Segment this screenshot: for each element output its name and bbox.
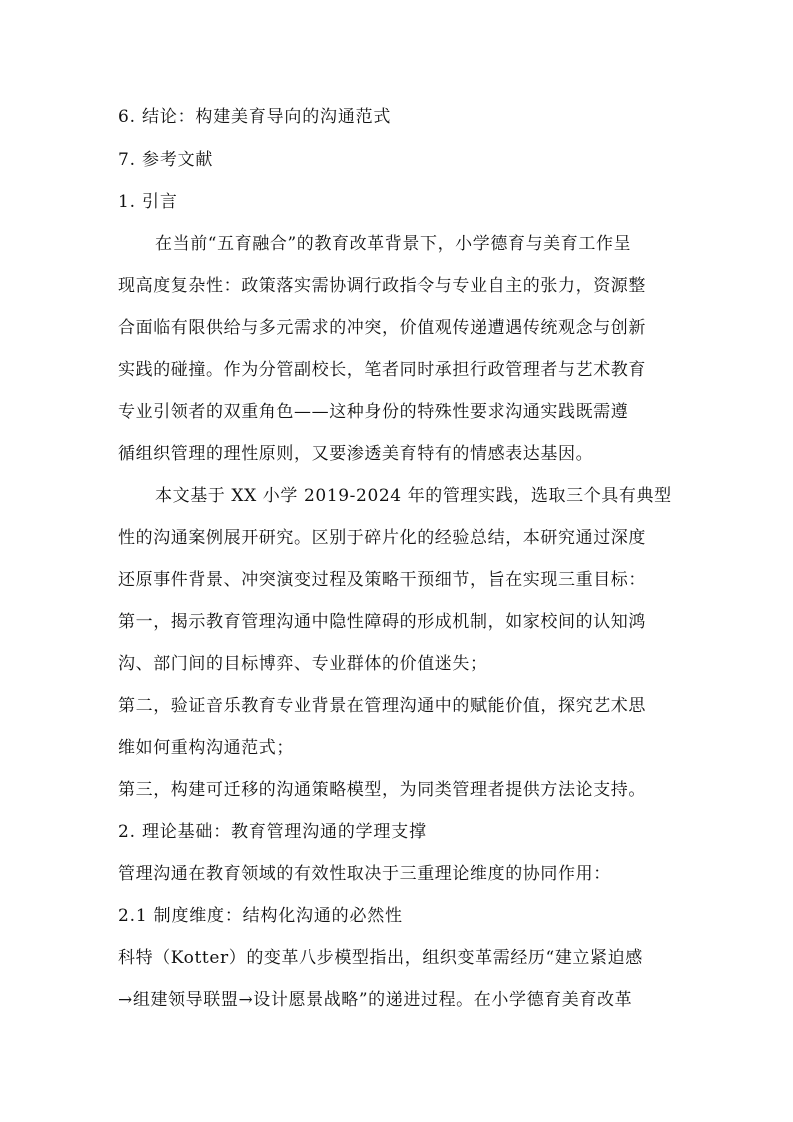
paragraph-line: 第二，验证音乐教育专业背景在管理沟通中的赋能价值，探究艺术思	[118, 696, 646, 716]
toc-item-references: 7. 参考文献	[118, 150, 214, 170]
paragraph-line: 合面临有限供给与多元需求的冲突，价值观传递遭遇传统观念与创新	[118, 318, 646, 338]
section-heading-introduction: 1. 引言	[118, 192, 178, 212]
toc-item-conclusion: 6. 结论：构建美育导向的沟通范式	[118, 107, 392, 127]
paragraph-line: 还原事件背景、冲突演变过程及策略干预细节，旨在实现三重目标：	[118, 570, 646, 590]
paragraph-line: 在当前“五育融合”的教育改革背景下，小学德育与美育工作呈	[155, 234, 632, 254]
paragraph-line: 维如何重构沟通范式；	[118, 738, 294, 758]
paragraph-line: 管理沟通在教育领域的有效性取决于三重理论维度的协同作用：	[118, 864, 611, 884]
section-heading-theory: 2. 理论基础：教育管理沟通的学理支撑	[118, 822, 427, 842]
paragraph-line: 专业引领者的双重角色——这种身份的特殊性要求沟通实践既需遵	[118, 402, 629, 422]
paragraph-line: 循组织管理的理性原则，又要渗透美育特有的情感表达基因。	[118, 444, 594, 464]
paragraph-line: 本文基于 XX 小学 2019-2024 年的管理实践，选取三个具有典型	[155, 486, 672, 506]
paragraph-line: 第一，揭示教育管理沟通中隐性障碍的形成机制，如家校间的认知鸿	[118, 612, 646, 632]
paragraph-line: 现高度复杂性：政策落实需协调行政指令与专业自主的张力，资源整	[118, 276, 646, 296]
paragraph-line: 性的沟通案例展开研究。区别于碎片化的经验总结，本研究通过深度	[118, 528, 646, 548]
paragraph-line: 第三，构建可迁移的沟通策略模型，为同类管理者提供方法论支持。	[118, 780, 646, 800]
paragraph-line: →组建领导联盟→设计愿景战略”的递进过程。在小学德育美育改革	[118, 990, 633, 1010]
subsection-heading-institutional: 2.1 制度维度：结构化沟通的必然性	[118, 906, 403, 926]
paragraph-line: 科特（Kotter）的变革八步模型指出，组织变革需经历“建立紧迫感	[118, 948, 643, 968]
paragraph-line: 沟、部门间的目标博弈、专业群体的价值迷失；	[118, 654, 488, 674]
paragraph-line: 实践的碰撞。作为分管副校长，笔者同时承担行政管理者与艺术教育	[118, 360, 646, 380]
